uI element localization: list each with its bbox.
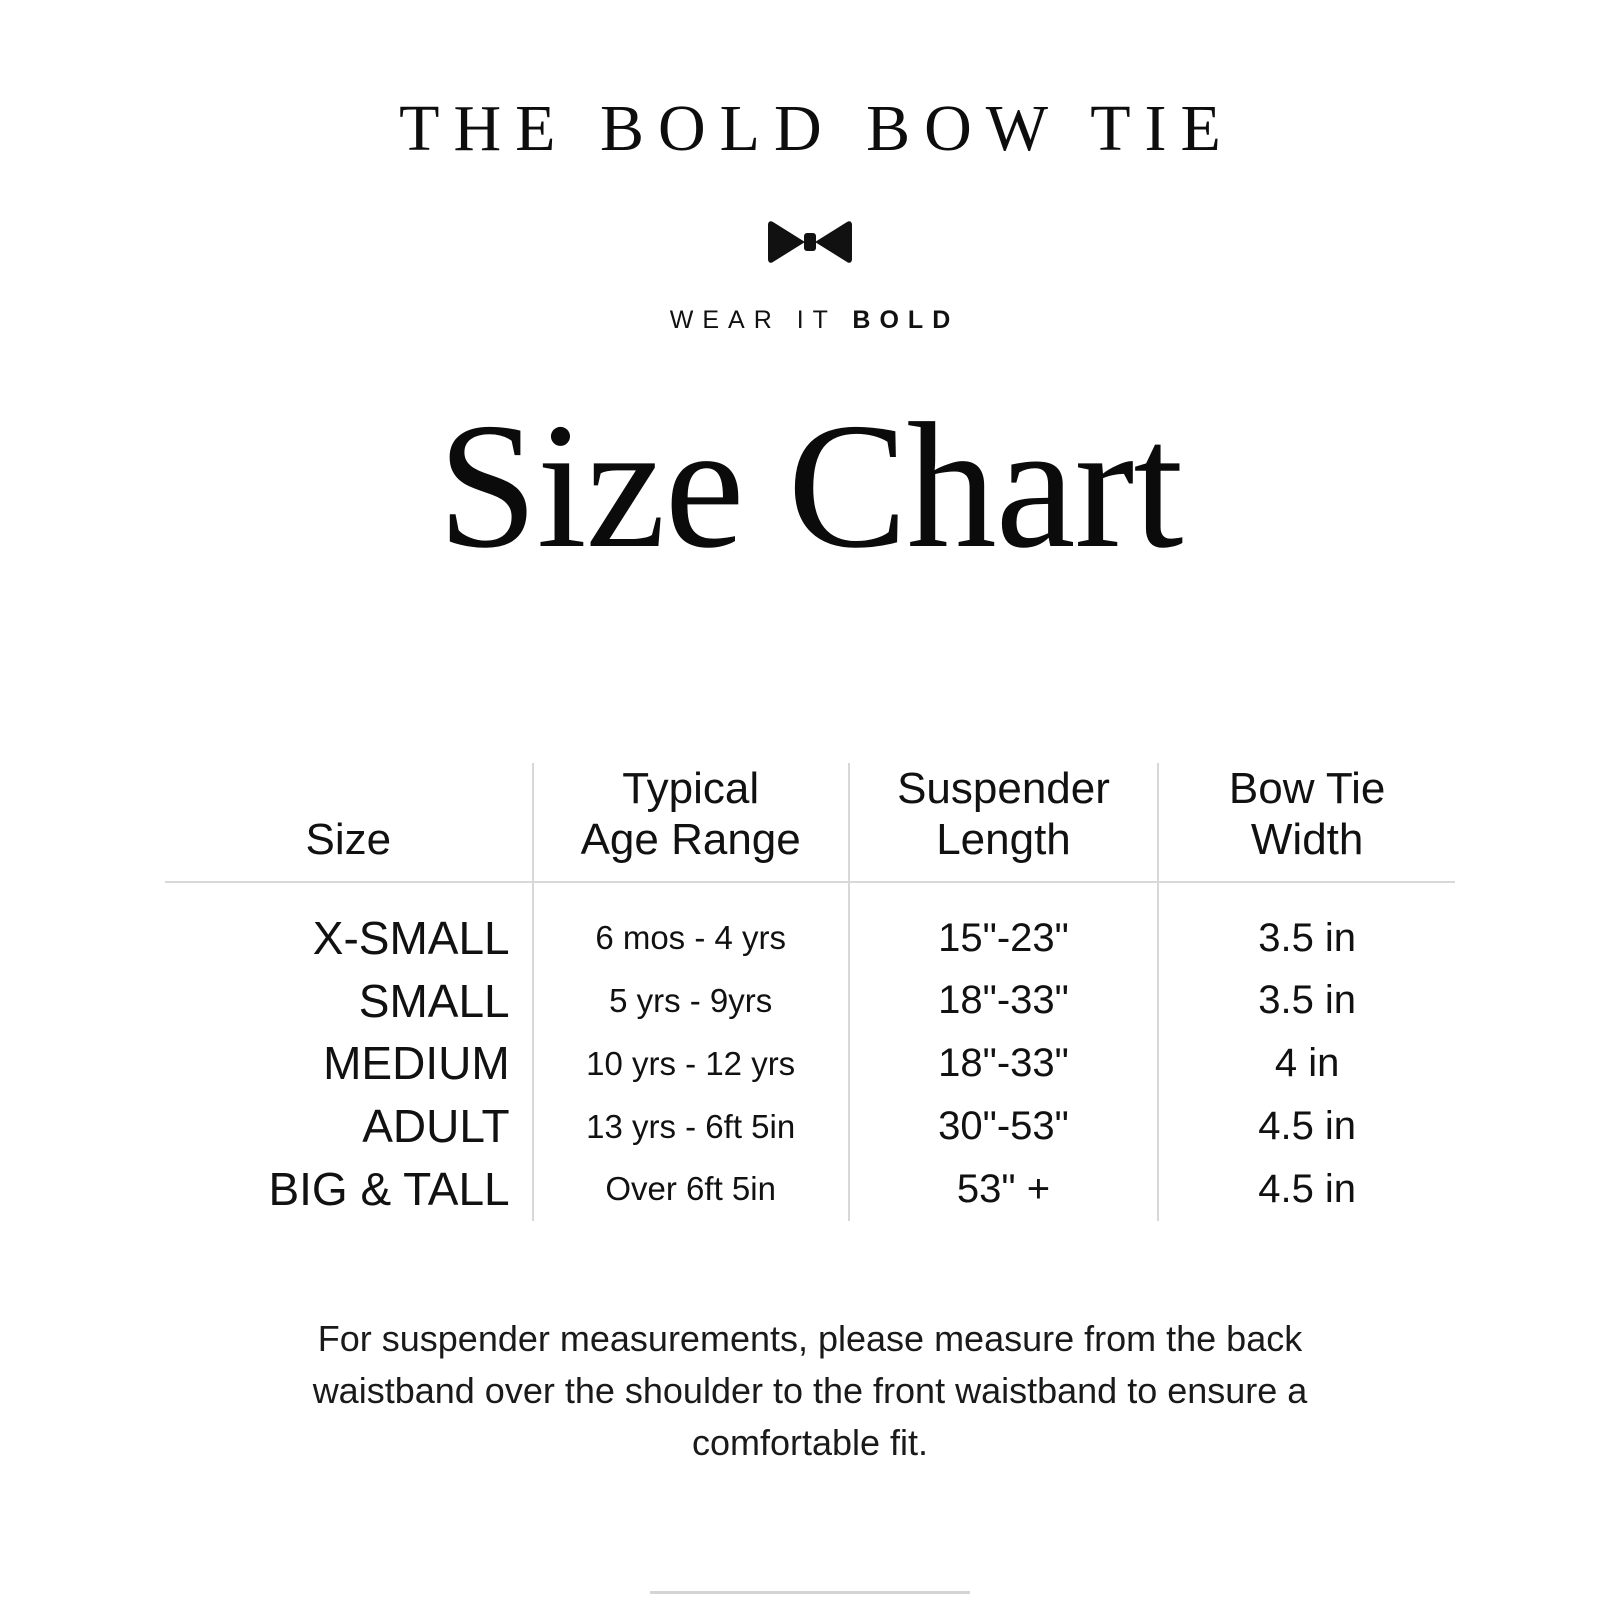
cell-bow-tie-width: 3.5 in (1258, 978, 1357, 1023)
column-header-bowtie-line2: Width (1250, 814, 1364, 864)
column-header-age-range (533, 763, 849, 882)
brand-tagline-prefix: WEAR IT (669, 306, 853, 334)
column-header-age-range-line2: Age Range (580, 814, 801, 864)
size-chart-table-wrap (165, 763, 1455, 1221)
page-title: Size Chart (437, 386, 1183, 585)
cell-suspender-length: 18"-33" (849, 1032, 1159, 1095)
bowtie-icon (767, 216, 853, 268)
cell-size: ADULT (165, 1095, 533, 1158)
column-header-bow-tie-width (1158, 763, 1455, 882)
cell-bow-tie-width: 4 in (1274, 1041, 1340, 1086)
cell-size: SMALL (165, 970, 533, 1033)
cell-bow-tie-width: 4.5 in (1258, 1104, 1357, 1149)
cell-size: X-SMALL (165, 882, 533, 970)
column-header-bowtie-line1: Bow Tie (1228, 763, 1386, 813)
cell-age-range: 6 mos - 4 yrs (533, 882, 849, 970)
table-row (165, 882, 1455, 970)
cell-suspender-length: 15"-23" (849, 882, 1159, 970)
cell-age-range: 10 yrs - 12 yrs (533, 1032, 849, 1095)
table-row (165, 1158, 1455, 1221)
cell-suspender-length: 53" + (849, 1158, 1159, 1221)
cell-bow-tie-width: 3.5 in (1258, 915, 1357, 960)
cell-age-range: 13 yrs - 6ft 5in (533, 1095, 849, 1158)
cell-suspender-length: 30"-53" (849, 1095, 1159, 1158)
brand-tagline-bold: BOLD (852, 306, 960, 334)
bottom-divider (650, 1591, 970, 1594)
cell-suspender-length: 18"-33" (849, 970, 1159, 1033)
cell-size: BIG & TALL (165, 1158, 533, 1221)
column-header-size: Size (165, 763, 533, 882)
table-row (165, 1032, 1455, 1095)
brand-name: THE BOLD BOW TIE (399, 92, 1235, 165)
table-row (165, 970, 1455, 1033)
table-header-row (165, 763, 1455, 882)
cell-size: MEDIUM (165, 1032, 533, 1095)
table-header (165, 763, 1455, 882)
cell-bow-tie-width: 4.5 in (1258, 1167, 1357, 1211)
column-header-suspender-length (849, 763, 1159, 882)
column-header-suspender-line2: Length (936, 814, 1071, 864)
footnote-text: For suspender measurements, please measure from the back waistband over the shoulder to the front waistband to ensure a comfortable fit. (312, 1318, 1308, 1464)
table-body (165, 882, 1455, 1221)
cell-age-range: 5 yrs - 9yrs (533, 970, 849, 1033)
column-header-age-range-line1: Typical (622, 763, 760, 813)
table-row (165, 1095, 1455, 1158)
brand-tagline (661, 306, 960, 335)
size-chart-table (165, 763, 1455, 1221)
column-header-suspender-line1: Suspender (897, 763, 1110, 813)
cell-age-range: Over 6ft 5in (533, 1158, 849, 1221)
